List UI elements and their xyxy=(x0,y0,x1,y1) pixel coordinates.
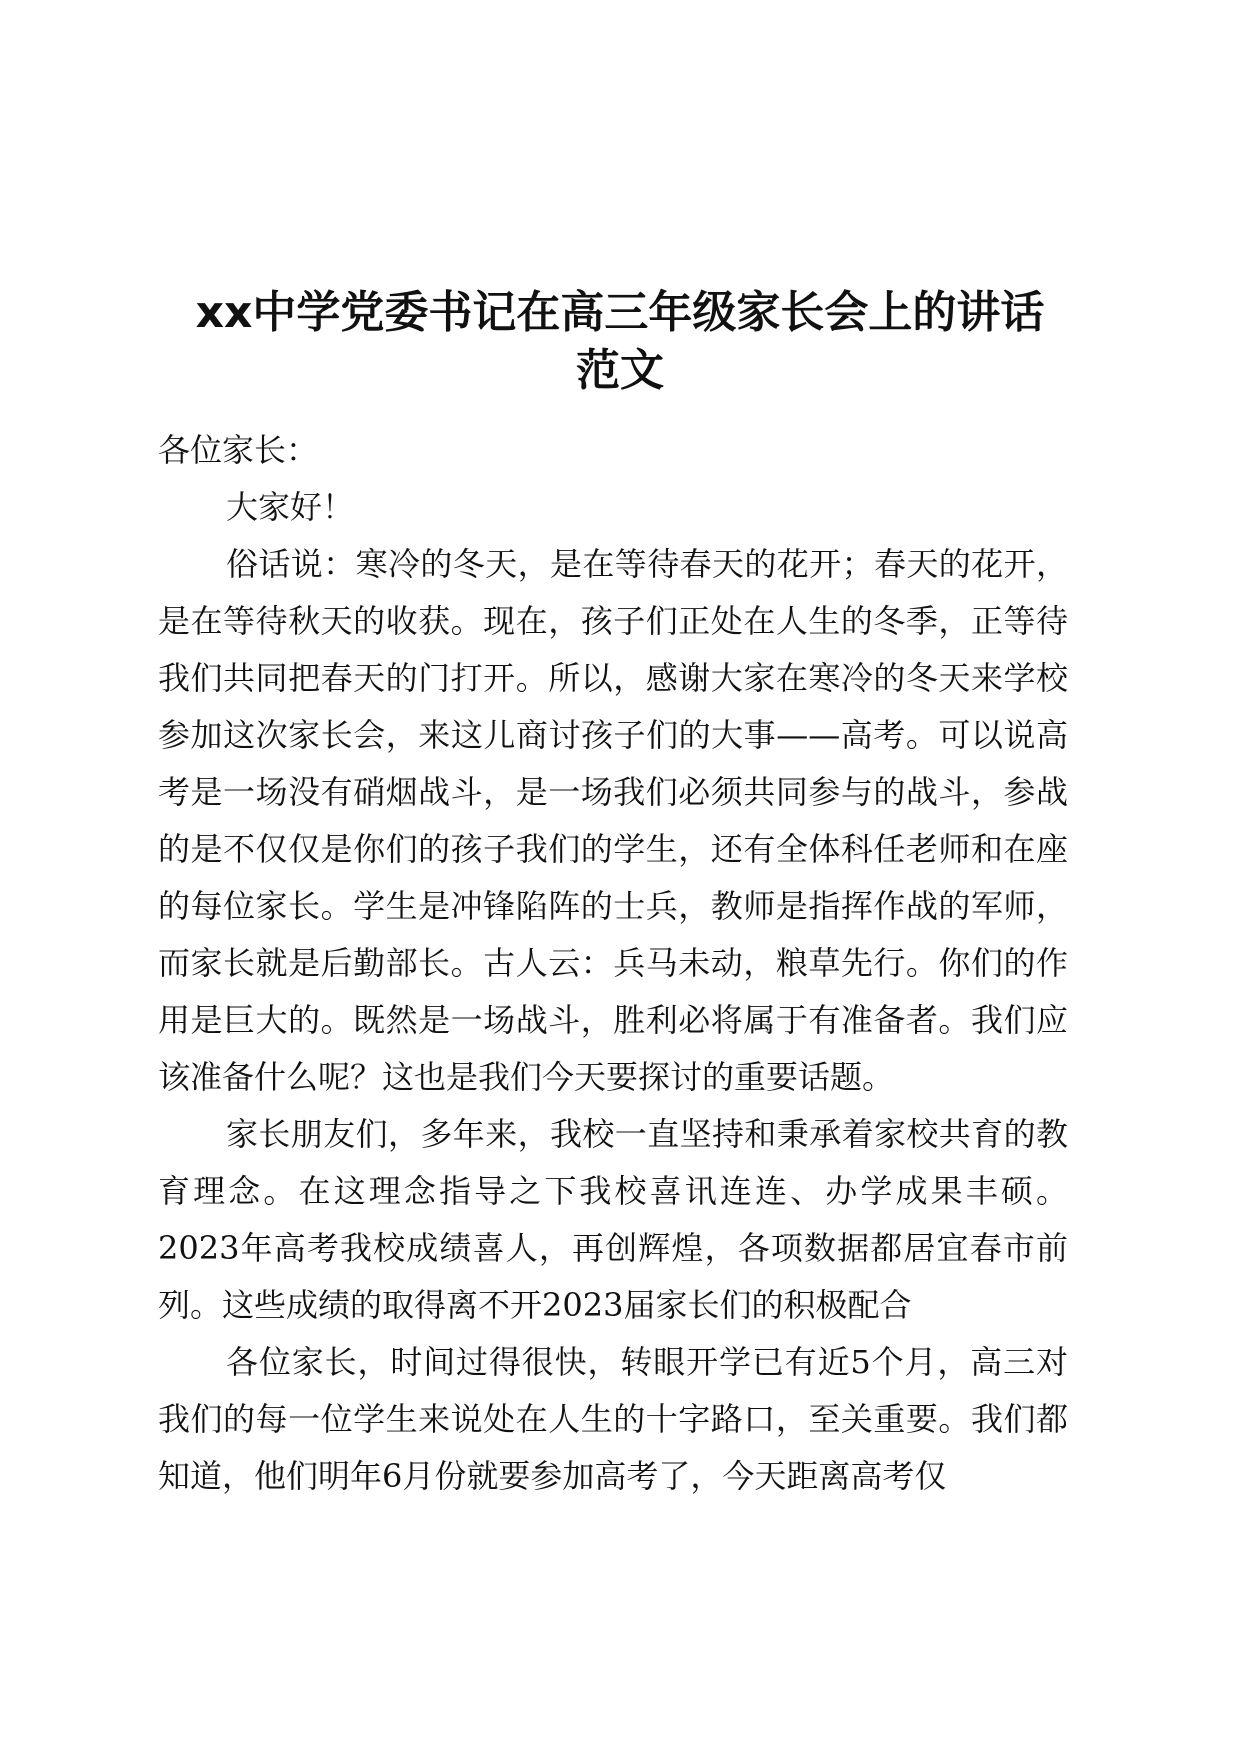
title-line-2: 范文 xyxy=(576,345,664,396)
document-body xyxy=(158,422,1068,1505)
title-line-1: xx中学党委书记在高三年级家长会上的讲话 xyxy=(195,287,1045,338)
greeting: 大家好！ xyxy=(226,488,355,526)
paragraph-1: 俗话说：寒冷的冬天，是在等待春天的花开；春天的花开，是在等待秋天的收获。现在，孩子们正处在人生的冬季，正等待我们共同把春天的门打开。所以，感谢大家在寒冷的冬天来学校参加这次家长会，来这儿商讨孩子们的大事——高考。可以说高考是一场没有硝烟战斗，是一场我们必须共同参与的战斗，参战的是不仅仅是你们的孩子我们的学生，还有全体科任老师和在座的每位家长。学生是冲锋陷阵的士兵，教师是指挥作战的军师，而家长就是后勤部长。古人云：兵马未动，粮草先行。你们的作用是巨大的。既然是一场战斗，胜利必将属于有准备者。我们应该准备什么呢？这也是我们今天要探讨的重要话题。 xyxy=(158,545,1068,1096)
paragraph-3: 各位家长，时间过得很快，转眼开学已有近5个月，高三对我们的每一位学生来说处在人生的十字路口，至关重要。我们都知道，他们明年6月份就要参加高考了，今天距离高考仅 xyxy=(158,1343,1068,1495)
document-title xyxy=(150,284,1090,400)
salutation: 各位家长： xyxy=(158,431,319,469)
paragraph-2: 家长朋友们，多年来，我校一直坚持和秉承着家校共育的教育理念。在这理念指导之下我校喜讯连连、办学成果丰硕。2023年高考我校成绩喜人，再创辉煌，各项数据都居宜春市前列。这些成绩的取得离不开2023届家长们的积极配合 xyxy=(158,1115,1068,1324)
